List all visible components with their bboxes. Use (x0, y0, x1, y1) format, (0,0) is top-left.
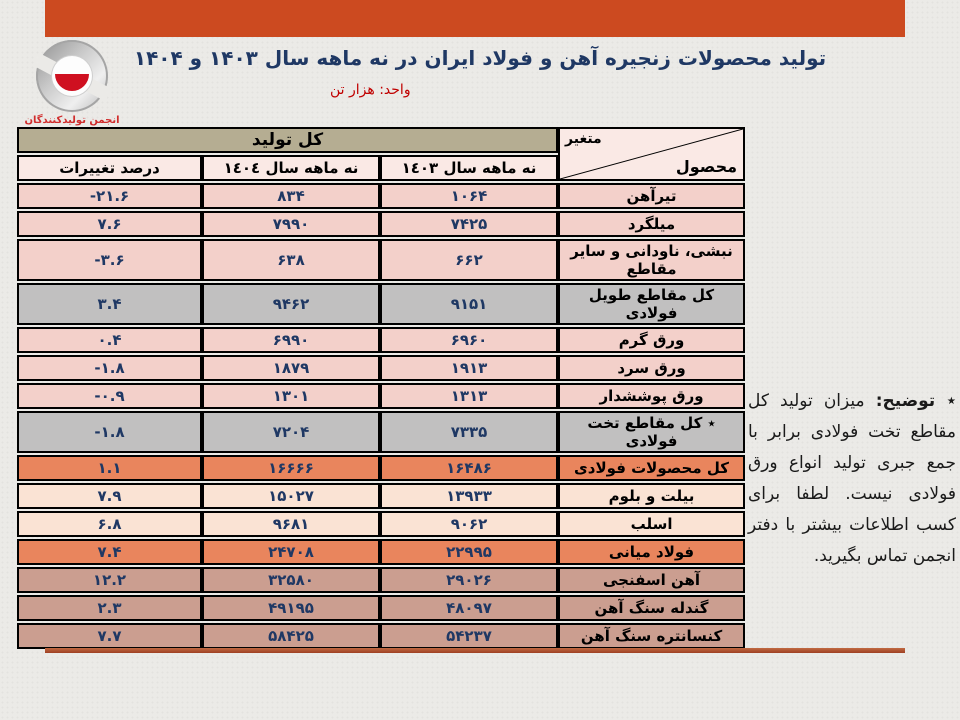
product-name-cell: گندله سنگ آهن (558, 595, 745, 621)
percent-change-cell: -۳.۶ (17, 239, 202, 281)
table-row (17, 483, 745, 509)
value-1404-cell: ۴۹۱۹۵ (202, 595, 380, 621)
value-1403-cell: ۷۴۲۵ (380, 211, 558, 237)
table-row (17, 355, 745, 381)
header-col-1403: نه ماهه سال ١٤٠٣ (380, 155, 558, 181)
product-name-cell: فولاد میانی (558, 539, 745, 565)
value-1404-cell: ۳۲۵۸۰ (202, 567, 380, 593)
value-1404-cell: ۶۳۸ (202, 239, 380, 281)
table-row (17, 411, 745, 453)
value-1403-cell: ۱۳۹۳۳ (380, 483, 558, 509)
product-name-cell: ورق سرد (558, 355, 745, 381)
table-row (17, 455, 745, 481)
product-name-cell: اسلب (558, 511, 745, 537)
table-row (17, 595, 745, 621)
value-1404-cell: ۵۸۴۲۵ (202, 623, 380, 649)
percent-change-cell: ۷.۶ (17, 211, 202, 237)
product-name-cell: تیرآهن (558, 183, 745, 209)
percent-change-cell: ۱۲.۲ (17, 567, 202, 593)
value-1404-cell: ۱۸۷۹ (202, 355, 380, 381)
table-row (17, 567, 745, 593)
value-1403-cell: ۷۳۳۵ (380, 411, 558, 453)
value-1403-cell: ۵۴۲۳۷ (380, 623, 558, 649)
value-1404-cell: ۱۳۰۱ (202, 383, 380, 409)
product-name-cell: ورق گرم (558, 327, 745, 353)
value-1403-cell: ۱۶۴۸۶ (380, 455, 558, 481)
percent-change-cell: ۰.۴ (17, 327, 202, 353)
value-1403-cell: ۲۹۰۲۶ (380, 567, 558, 593)
value-1403-cell: ۹۰۶۲ (380, 511, 558, 537)
top-accent-bar (45, 0, 905, 37)
header-variable-product-cell (558, 127, 745, 181)
percent-change-cell: -۱.۸ (17, 411, 202, 453)
table-body (17, 183, 745, 649)
note-lead: ٭ توضیح: (875, 391, 957, 411)
product-name-cell: آهن اسفنجی (558, 567, 745, 593)
value-1403-cell: ۲۲۹۹۵ (380, 539, 558, 565)
value-1403-cell: ۶۶۲ (380, 239, 558, 281)
header-product-label: محصول (675, 157, 738, 176)
value-1404-cell: ۲۴۷۰۸ (202, 539, 380, 565)
logo-crucible-icon (55, 74, 89, 91)
header-col-1404: نه ماهه سال ١٤٠٤ (202, 155, 380, 181)
value-1404-cell: ۷۹۹۰ (202, 211, 380, 237)
percent-change-cell: ۷.۴ (17, 539, 202, 565)
percent-change-cell: ۳.۴ (17, 283, 202, 325)
header-total-production: کل تولید (17, 127, 558, 153)
value-1404-cell: ۹۴۶۲ (202, 283, 380, 325)
value-1403-cell: ۱۳۱۳ (380, 383, 558, 409)
percent-change-cell: ۷.۹ (17, 483, 202, 509)
percent-change-cell: ۲.۳ (17, 595, 202, 621)
bottom-rule (45, 648, 905, 653)
explanation-note (748, 386, 956, 572)
percent-change-cell: ۶.۸ (17, 511, 202, 537)
value-1403-cell: ۹۱۵۱ (380, 283, 558, 325)
table-row (17, 239, 745, 281)
logo-text-line1: انجمن تولیدکنندگان (24, 115, 120, 126)
header-col-percent: درصد تغییرات (17, 155, 202, 181)
value-1404-cell: ۷۲۰۴ (202, 411, 380, 453)
percent-change-cell: ۷.۷ (17, 623, 202, 649)
product-name-cell: میلگرد (558, 211, 745, 237)
product-name-cell: نبشی، ناودانی و سایر مقاطع (558, 239, 745, 281)
product-name-cell: کل مقاطع طویل فولادی (558, 283, 745, 325)
table-row (17, 511, 745, 537)
value-1403-cell: ۱۰۶۴ (380, 183, 558, 209)
unit-label: واحد: هزار تن (330, 82, 411, 98)
value-1404-cell: ۹۶۸۱ (202, 511, 380, 537)
percent-change-cell: -۲۱.۶ (17, 183, 202, 209)
table-row (17, 539, 745, 565)
percent-change-cell: ۱.۱ (17, 455, 202, 481)
table-row (17, 283, 745, 325)
table-row (17, 183, 745, 209)
percent-change-cell: -۱.۸ (17, 355, 202, 381)
product-name-cell: کنسانتره سنگ آهن (558, 623, 745, 649)
table-row (17, 327, 745, 353)
value-1404-cell: ۱۶۶۶۶ (202, 455, 380, 481)
value-1404-cell: ۱۵۰۲۷ (202, 483, 380, 509)
table-row (17, 383, 745, 409)
value-1404-cell: ۸۳۴ (202, 183, 380, 209)
value-1403-cell: ۶۹۶۰ (380, 327, 558, 353)
percent-change-cell: -۰.۹ (17, 383, 202, 409)
product-name-cell: ٭ کل مقاطع تخت فولادی (558, 411, 745, 453)
product-name-cell: ورق پوششدار (558, 383, 745, 409)
value-1403-cell: ۴۸۰۹۷ (380, 595, 558, 621)
note-body-text: میزان تولید کل مقاطع تخت فولادی برابر با جمع جبری تولید انواع ورق فولادی نیست. لطفا برای کسب اطلاعات بیشتر با دفتر انجمن تماس بگیرید. (748, 391, 956, 566)
product-name-cell: کل محصولات فولادی (558, 455, 745, 481)
header-variable-label: متغیر (565, 131, 602, 147)
product-name-cell: بیلت و بلوم (558, 483, 745, 509)
value-1403-cell: ۱۹۱۳ (380, 355, 558, 381)
page-title: تولید محصولات زنجیره آهن و فولاد ایران در نه ماهه سال ۱۴۰۳ و ۱۴۰۴ (133, 46, 827, 70)
table-row (17, 623, 745, 649)
production-table (17, 125, 745, 651)
table-row (17, 211, 745, 237)
value-1404-cell: ۶۹۹۰ (202, 327, 380, 353)
